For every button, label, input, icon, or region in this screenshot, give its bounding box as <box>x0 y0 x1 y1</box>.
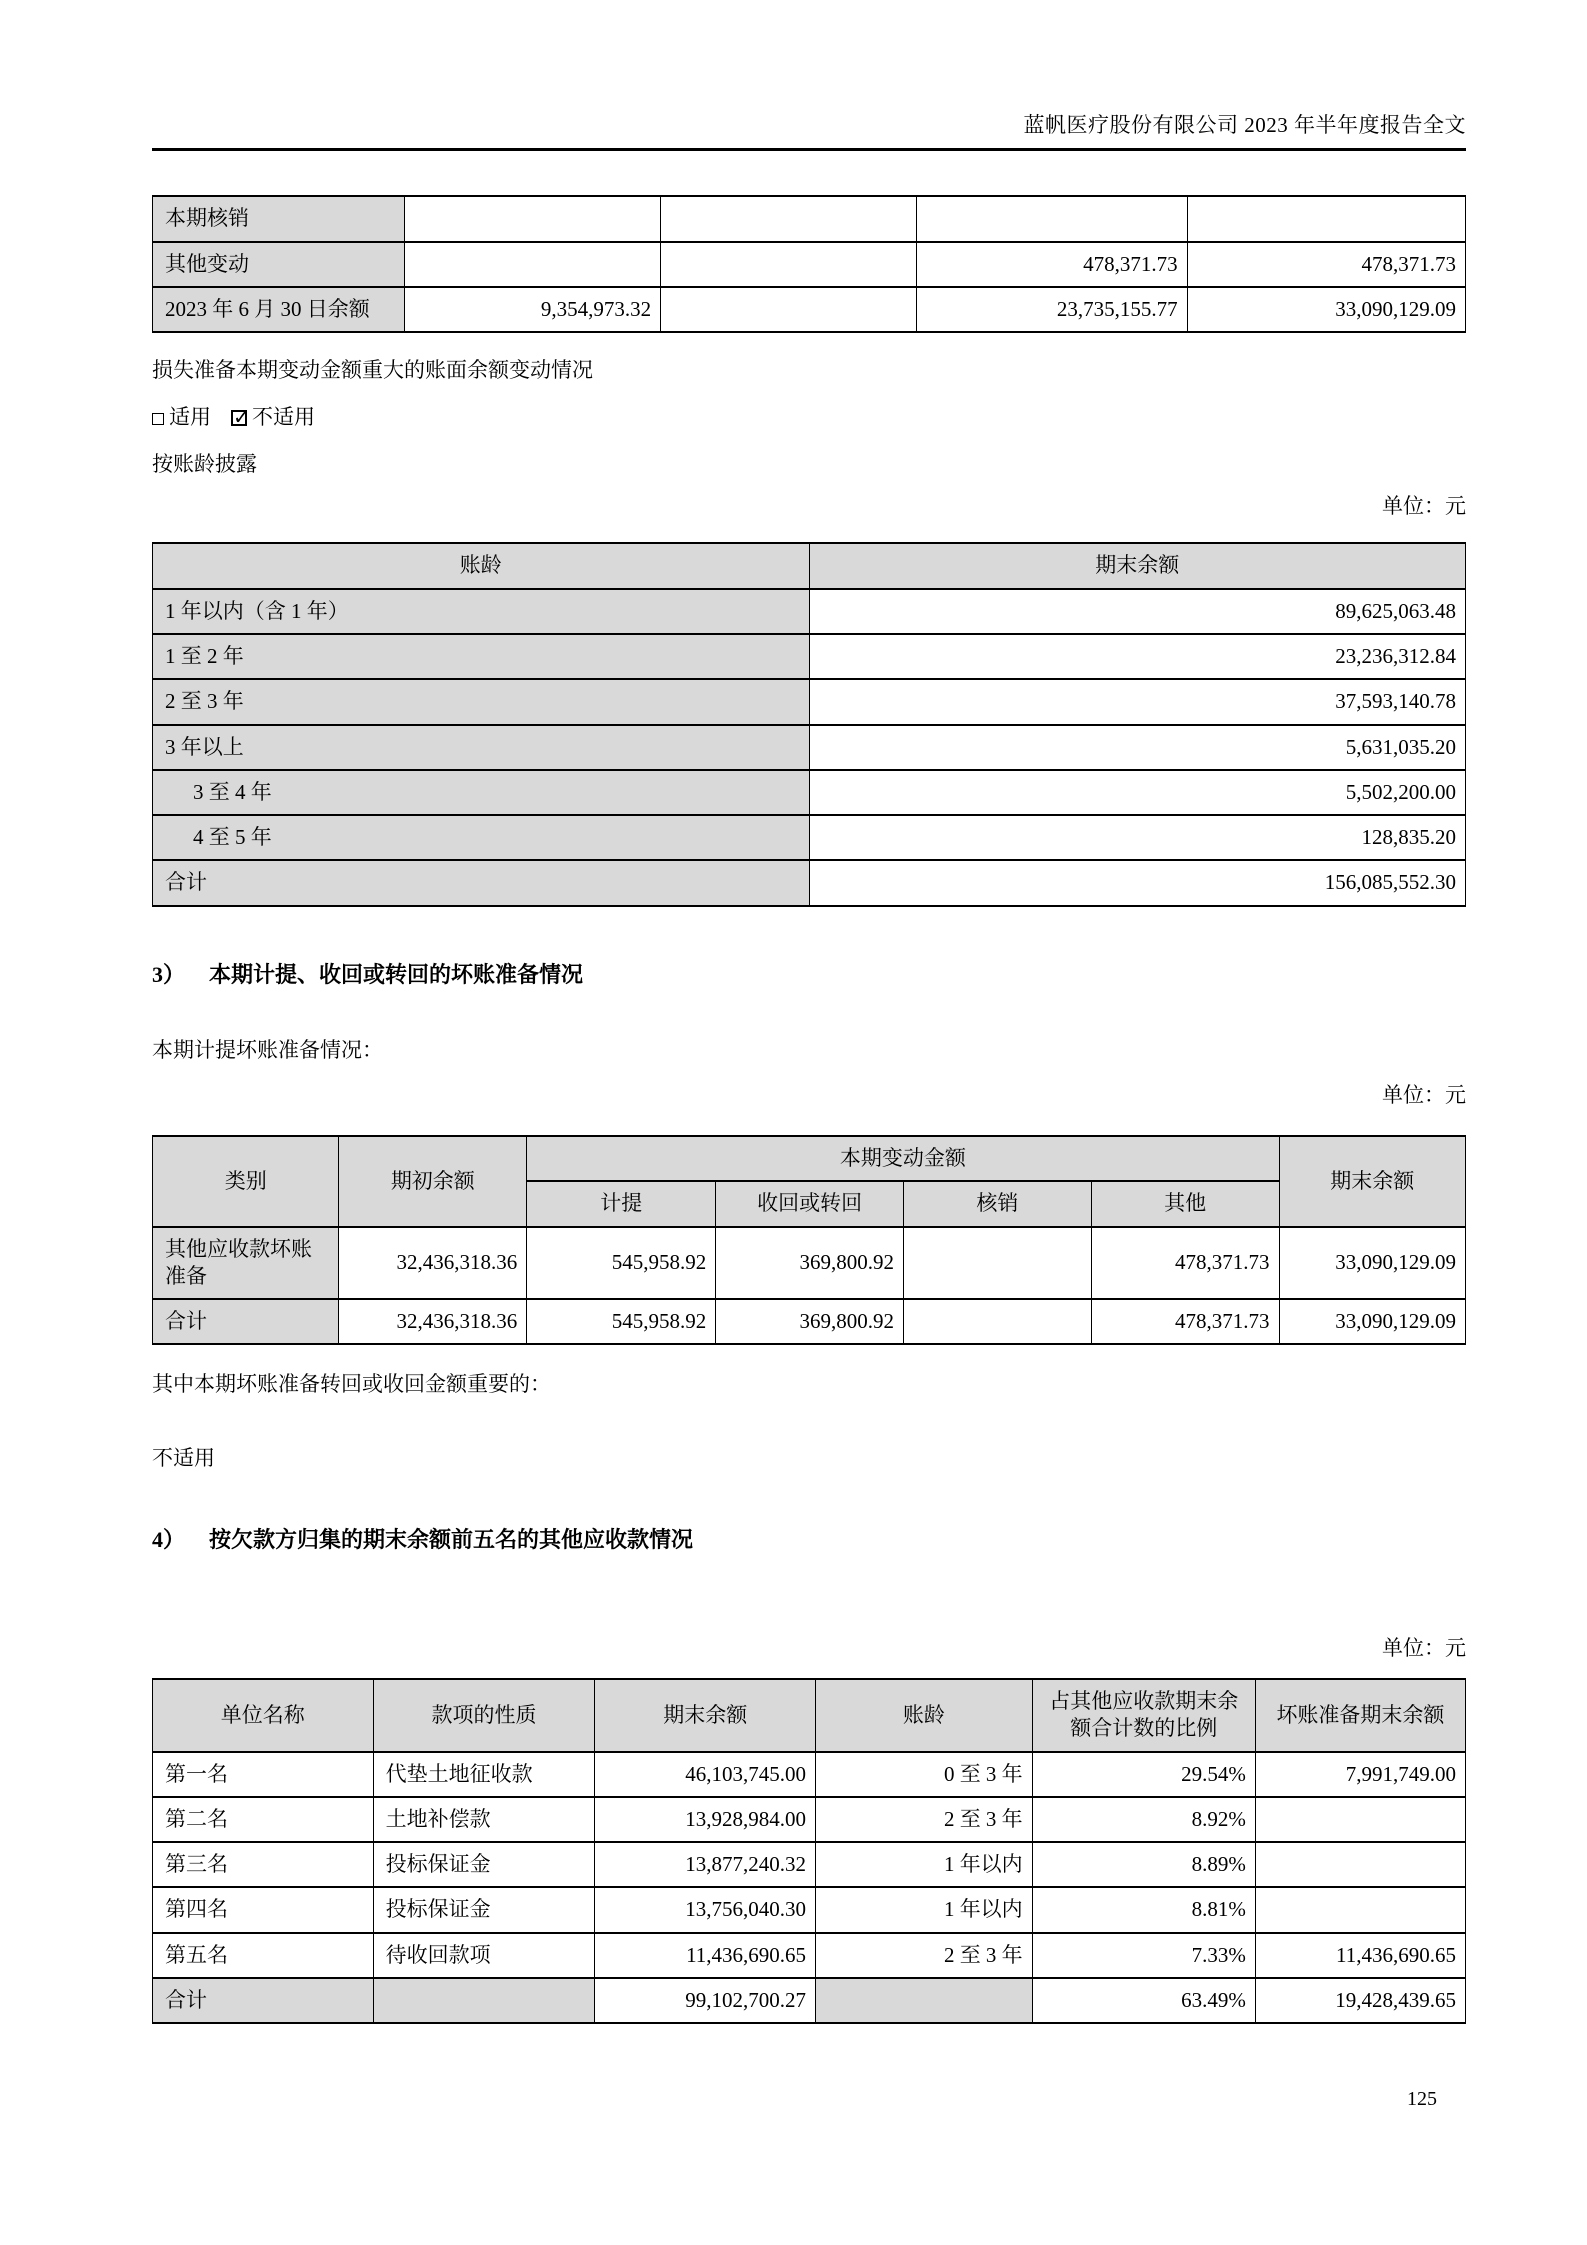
cell-provision: 7,991,749.00 <box>1255 1752 1465 1797</box>
section4-heading <box>152 1526 1466 1555</box>
cell-nature: 待收回款项 <box>373 1933 595 1978</box>
cell-aging: 0 至 3 年 <box>816 1752 1033 1797</box>
cell-value: 478,371.73 <box>1091 1299 1279 1344</box>
cell-balance: 11,436,690.65 <box>595 1933 816 1978</box>
unit-label: 单位：元 <box>1382 494 1466 519</box>
cell-aging: 2 至 3 年 <box>816 1933 1033 1978</box>
cell-value: 23,236,312.84 <box>809 634 1466 679</box>
row-label: 3 年以上 <box>153 725 810 770</box>
table-header-row <box>153 1679 1466 1752</box>
th-closing-balance: 期末余额 <box>809 543 1466 588</box>
table-row <box>153 815 1466 860</box>
cell-balance: 46,103,745.00 <box>595 1752 816 1797</box>
cell-ratio: 8.81% <box>1032 1887 1255 1932</box>
cell-nature <box>373 1978 595 2023</box>
applicable-label: 适用 <box>169 405 211 430</box>
cell-aging <box>816 1978 1033 2023</box>
header-rule <box>152 148 1466 151</box>
row-label: 1 至 2 年 <box>153 634 810 679</box>
cell-value: 5,502,200.00 <box>809 770 1466 815</box>
cell-value: 23,735,155.77 <box>917 287 1187 332</box>
cell-value: 545,958.92 <box>527 1299 716 1344</box>
section4-number: 4） <box>152 1527 186 1553</box>
checkbox-checked-icon <box>231 410 247 426</box>
cell-value: 369,800.92 <box>716 1227 904 1300</box>
unit-label: 单位：元 <box>1382 1082 1466 1107</box>
th-other: 其他 <box>1091 1181 1279 1226</box>
cell-value: 33,090,129.09 <box>1279 1299 1466 1344</box>
table-row <box>153 679 1466 724</box>
cell-provision: 19,428,439.65 <box>1255 1978 1465 2023</box>
cell-provision: 11,436,690.65 <box>1255 1933 1465 1978</box>
th-change-amount: 本期变动金额 <box>527 1136 1279 1181</box>
loss-change-note: 损失准备本期变动金额重大的账面余额变动情况 <box>152 358 593 383</box>
table-row <box>153 1752 1466 1797</box>
cell-value: 37,593,140.78 <box>809 679 1466 724</box>
cell-value <box>1187 196 1465 241</box>
row-label: 4 至 5 年 <box>153 815 810 860</box>
aging-table <box>152 542 1466 906</box>
table-row <box>153 1299 1466 1344</box>
th-writeoff: 核销 <box>904 1181 1092 1226</box>
cell-value: 32,436,318.36 <box>339 1227 527 1300</box>
cell-value <box>661 242 917 287</box>
cell-value <box>661 287 917 332</box>
cell-ratio: 63.49% <box>1032 1978 1255 2023</box>
cell-name: 第五名 <box>153 1933 374 1978</box>
cell-value <box>405 196 661 241</box>
row-label: 3 至 4 年 <box>153 770 810 815</box>
th-aging: 账龄 <box>816 1679 1033 1752</box>
table-row <box>153 770 1466 815</box>
th-category: 类别 <box>153 1136 339 1227</box>
table-row <box>153 196 1466 241</box>
cell-aging: 2 至 3 年 <box>816 1797 1033 1842</box>
unit-label: 单位：元 <box>1382 1635 1466 1660</box>
page-number: 125 <box>1407 2088 1437 2110</box>
checkbox-unchecked-icon <box>152 413 164 425</box>
th-opening-balance: 期初余额 <box>339 1136 527 1227</box>
cell-ratio: 8.89% <box>1032 1842 1255 1887</box>
cell-aging: 1 年以内 <box>816 1842 1033 1887</box>
table-row <box>153 589 1466 634</box>
cell-value: 478,371.73 <box>1187 242 1465 287</box>
cell-name: 第二名 <box>153 1797 374 1842</box>
cell-value: 545,958.92 <box>527 1227 716 1300</box>
section4-title: 按欠款方归集的期末余额前五名的其他应收款情况 <box>209 1527 694 1553</box>
cell-ratio: 29.54% <box>1032 1752 1255 1797</box>
table-row <box>153 1887 1466 1932</box>
cell-provision <box>1255 1797 1465 1842</box>
table-row <box>153 242 1466 287</box>
section3-intro: 本期计提坏账准备情况： <box>152 1038 383 1063</box>
row-label-total: 合计 <box>153 1978 374 2023</box>
cell-value <box>904 1299 1092 1344</box>
cell-provision <box>1255 1842 1465 1887</box>
report-header-title: 蓝帆医疗股份有限公司 2023 年半年度报告全文 <box>1023 113 1466 137</box>
cell-balance: 13,756,040.30 <box>595 1887 816 1932</box>
applicability-line <box>152 404 1466 431</box>
not-applicable-text: 不适用 <box>152 1445 215 1470</box>
top-five-table <box>152 1678 1466 2024</box>
section3-title: 本期计提、收回或转回的坏账准备情况 <box>209 961 584 987</box>
cell-nature: 代垫土地征收款 <box>373 1752 595 1797</box>
table-row <box>153 725 1466 770</box>
cell-nature: 土地补偿款 <box>373 1797 595 1842</box>
th-entity-name: 单位名称 <box>153 1679 374 1752</box>
cell-value <box>917 196 1187 241</box>
th-aging: 账龄 <box>153 543 810 588</box>
cell-value: 5,631,035.20 <box>809 725 1466 770</box>
row-label: 本期核销 <box>153 196 405 241</box>
cell-aging: 1 年以内 <box>816 1887 1033 1932</box>
table-row <box>153 860 1466 905</box>
th-ratio: 占其他应收款期末余额合计数的比例 <box>1032 1679 1255 1752</box>
row-label: 其他变动 <box>153 242 405 287</box>
cell-value: 128,835.20 <box>809 815 1466 860</box>
cell-name: 第四名 <box>153 1887 374 1932</box>
table-row <box>153 1842 1466 1887</box>
cell-balance: 13,877,240.32 <box>595 1842 816 1887</box>
cell-value <box>405 242 661 287</box>
th-accrual: 计提 <box>527 1181 716 1226</box>
cell-ratio: 8.92% <box>1032 1797 1255 1842</box>
row-label: 2023 年 6 月 30 日余额 <box>153 287 405 332</box>
th-closing-balance: 期末余额 <box>1279 1136 1466 1227</box>
cell-value: 478,371.73 <box>917 242 1187 287</box>
table-row <box>153 1933 1466 1978</box>
th-closing-balance: 期末余额 <box>595 1679 816 1752</box>
row-label: 2 至 3 年 <box>153 679 810 724</box>
row-label-total: 合计 <box>153 1299 339 1344</box>
cell-value: 9,354,973.32 <box>405 287 661 332</box>
row-label-total: 合计 <box>153 860 810 905</box>
cell-ratio: 7.33% <box>1032 1933 1255 1978</box>
row-label: 其他应收款坏账准备 <box>153 1227 339 1300</box>
cell-nature: 投标保证金 <box>373 1842 595 1887</box>
not-applicable-label: 不适用 <box>252 405 315 430</box>
cell-value: 33,090,129.09 <box>1279 1227 1466 1300</box>
section3-number: 3） <box>152 961 186 987</box>
important-reversal-note: 其中本期坏账准备转回或收回金额重要的： <box>152 1372 551 1397</box>
section3-heading <box>152 961 1466 990</box>
table-row <box>153 287 1466 332</box>
row-label: 1 年以内（含 1 年） <box>153 589 810 634</box>
table-row <box>153 634 1466 679</box>
cell-value: 369,800.92 <box>716 1299 904 1344</box>
cell-nature: 投标保证金 <box>373 1887 595 1932</box>
aging-disclosure-label: 按账龄披露 <box>152 451 257 476</box>
cell-value: 89,625,063.48 <box>809 589 1466 634</box>
cell-value <box>904 1227 1092 1300</box>
table-row <box>153 1227 1466 1300</box>
cell-value: 33,090,129.09 <box>1187 287 1465 332</box>
cell-balance: 13,928,984.00 <box>595 1797 816 1842</box>
carryover-table <box>152 195 1466 333</box>
th-nature: 款项的性质 <box>373 1679 595 1752</box>
cell-name: 第三名 <box>153 1842 374 1887</box>
cell-value: 32,436,318.36 <box>339 1299 527 1344</box>
cell-value: 478,371.73 <box>1091 1227 1279 1300</box>
table-header-row <box>153 543 1466 588</box>
cell-provision <box>1255 1887 1465 1932</box>
provision-table <box>152 1135 1466 1345</box>
cell-value <box>661 196 917 241</box>
th-provision-balance: 坏账准备期末余额 <box>1255 1679 1465 1752</box>
cell-balance: 99,102,700.27 <box>595 1978 816 2023</box>
table-row <box>153 1797 1466 1842</box>
table-header-row <box>153 1136 1466 1181</box>
cell-name: 第一名 <box>153 1752 374 1797</box>
th-recover-or-reverse: 收回或转回 <box>716 1181 904 1226</box>
table-row <box>153 1978 1466 2023</box>
cell-value: 156,085,552.30 <box>809 860 1466 905</box>
